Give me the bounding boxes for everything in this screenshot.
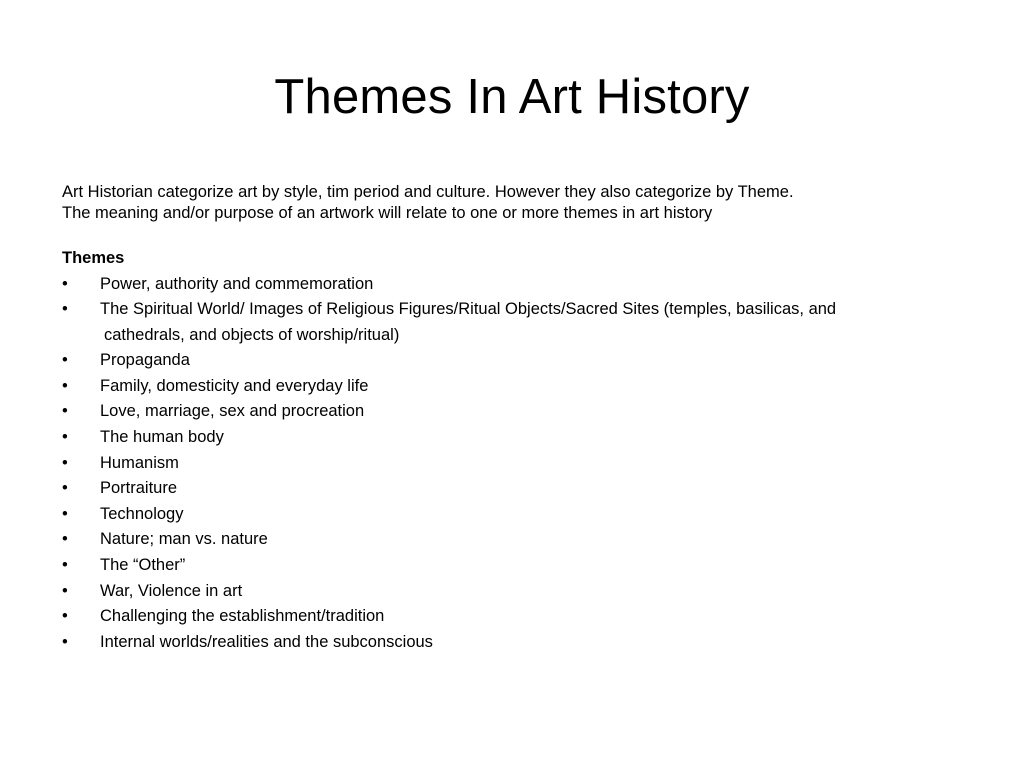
theme-list-item (62, 553, 982, 579)
theme-item-text: Power, authority and commemoration (100, 274, 374, 293)
bullet-icon: • (62, 581, 68, 600)
theme-item-text: Nature; man vs. nature (100, 530, 268, 549)
intro-paragraph (62, 182, 982, 224)
theme-list-item (62, 374, 982, 400)
theme-item-text: cathedrals, and objects of worship/ritual) (104, 325, 400, 344)
theme-item-text: Love, marriage, sex and procreation (100, 402, 365, 421)
theme-list-item (62, 476, 982, 502)
theme-list-item (62, 579, 982, 605)
intro-line: The meaning and/or purpose of an artwork will relate to one or more themes in art history (62, 204, 713, 222)
slide-title: Themes In Art History (274, 70, 750, 124)
theme-list-item (62, 630, 982, 656)
theme-list-item (62, 297, 982, 348)
theme-item-text: Propaganda (100, 351, 190, 370)
theme-item-text: Internal worlds/realities and the subconscious (100, 632, 433, 651)
theme-list-item (62, 348, 982, 374)
bullet-icon: • (62, 556, 68, 575)
bullet-icon: • (62, 632, 68, 651)
theme-list-item (62, 502, 982, 528)
theme-item-text: Humanism (100, 453, 179, 472)
theme-list-item (62, 451, 982, 477)
theme-item-text: War, Violence in art (100, 581, 243, 600)
bullet-icon: • (62, 453, 68, 472)
bullet-icon: • (62, 274, 68, 293)
theme-list-item (62, 425, 982, 451)
bullet-icon: • (62, 428, 68, 447)
bullet-icon: • (62, 402, 68, 421)
bullet-icon: • (62, 376, 68, 395)
themes-heading: Themes (62, 249, 125, 267)
bullet-icon: • (62, 504, 68, 523)
themes-list (62, 272, 982, 656)
theme-item-text: Challenging the establishment/tradition (100, 607, 385, 626)
intro-line: Art Historian categorize art by style, tim period and culture. However they also categorize by Theme. (62, 183, 794, 201)
theme-item-text: The human body (100, 428, 224, 447)
theme-item-text: The “Other” (100, 556, 186, 575)
theme-list-item (62, 399, 982, 425)
slide-body (62, 182, 982, 655)
bullet-icon: • (62, 300, 68, 319)
theme-item-text: Technology (100, 504, 184, 523)
bullet-icon: • (62, 530, 68, 549)
theme-list-item (62, 604, 982, 630)
theme-item-text: Portraiture (100, 479, 178, 498)
bullet-icon: • (62, 607, 68, 626)
theme-list-item (62, 527, 982, 553)
theme-item-text: The Spiritual World/ Images of Religious Figures/Ritual Objects/Sacred Sites (temples, basilicas, and (100, 300, 837, 319)
theme-item-text: Family, domesticity and everyday life (100, 376, 369, 395)
theme-list-item (62, 272, 982, 298)
bullet-icon: • (62, 351, 68, 370)
bullet-icon: • (62, 479, 68, 498)
